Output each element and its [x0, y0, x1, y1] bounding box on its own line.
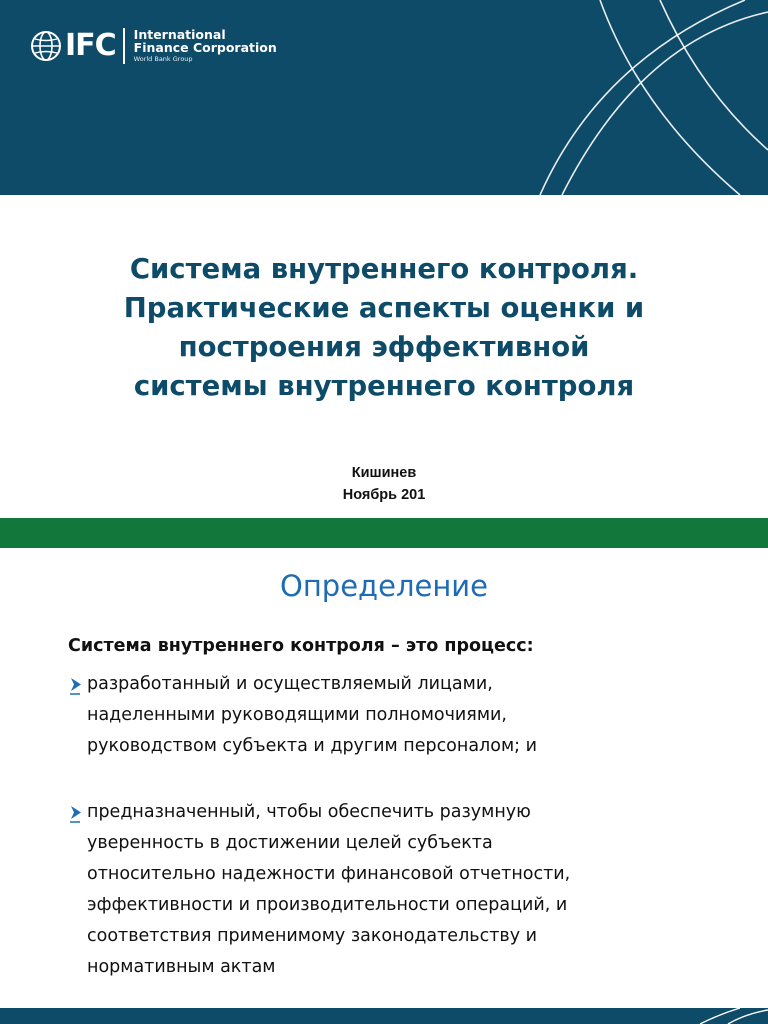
logo-line-1: International	[133, 27, 226, 42]
slide-heading: Определение	[280, 569, 488, 603]
logo-subline: World Bank Group	[133, 55, 193, 63]
logo-text	[134, 28, 277, 64]
presentation-title	[20, 250, 748, 406]
arrow-bullet-icon	[68, 797, 86, 828]
bullet-line: разработанный и осуществляемый лицами,	[87, 674, 493, 694]
presentation-meta	[0, 462, 768, 506]
bullet-line: предназначенный, чтобы обеспечить разумную	[87, 802, 531, 822]
title-line: Система внутреннего контроля.	[129, 253, 639, 285]
bullet-line: нормативным актам	[87, 957, 276, 977]
decorative-arcs	[0, 1008, 768, 1024]
bullet-item	[68, 669, 748, 762]
definition-lead: Система внутреннего контроля – это процесс:	[68, 636, 534, 656]
logo-divider	[123, 28, 125, 64]
bullet-line: уверенность в достижении целей субъекта	[87, 833, 493, 853]
bullet-line: относительно надежности финансовой отчетности,	[87, 864, 571, 884]
bullet-line: эффективности и производительности операций, и	[87, 895, 568, 915]
logo-line-2: Finance Corporation	[133, 40, 277, 55]
globe-icon	[30, 30, 62, 62]
arrow-bullet-icon	[68, 669, 86, 700]
slide-separator	[0, 518, 768, 548]
bullet-item	[68, 797, 748, 983]
title-line: построения эффективной	[178, 331, 590, 363]
date-label: Ноябрь 201	[342, 487, 426, 503]
bullet-line: наделенными руководящими полномочиями,	[87, 705, 507, 725]
ifc-logo	[30, 28, 277, 64]
bullet-line: соответствия применимому законодательству и	[87, 926, 537, 946]
slide-header-band	[0, 0, 768, 195]
bullet-line: руководством субъекта и другим персоналом; и	[87, 736, 537, 756]
next-slide-header-band	[0, 1008, 768, 1024]
city-label: Кишинев	[351, 465, 417, 481]
title-line: системы внутреннего контроля	[133, 370, 635, 402]
ifc-wordmark: IFC	[65, 28, 116, 63]
title-line: Практические аспекты оценки и	[123, 292, 645, 324]
